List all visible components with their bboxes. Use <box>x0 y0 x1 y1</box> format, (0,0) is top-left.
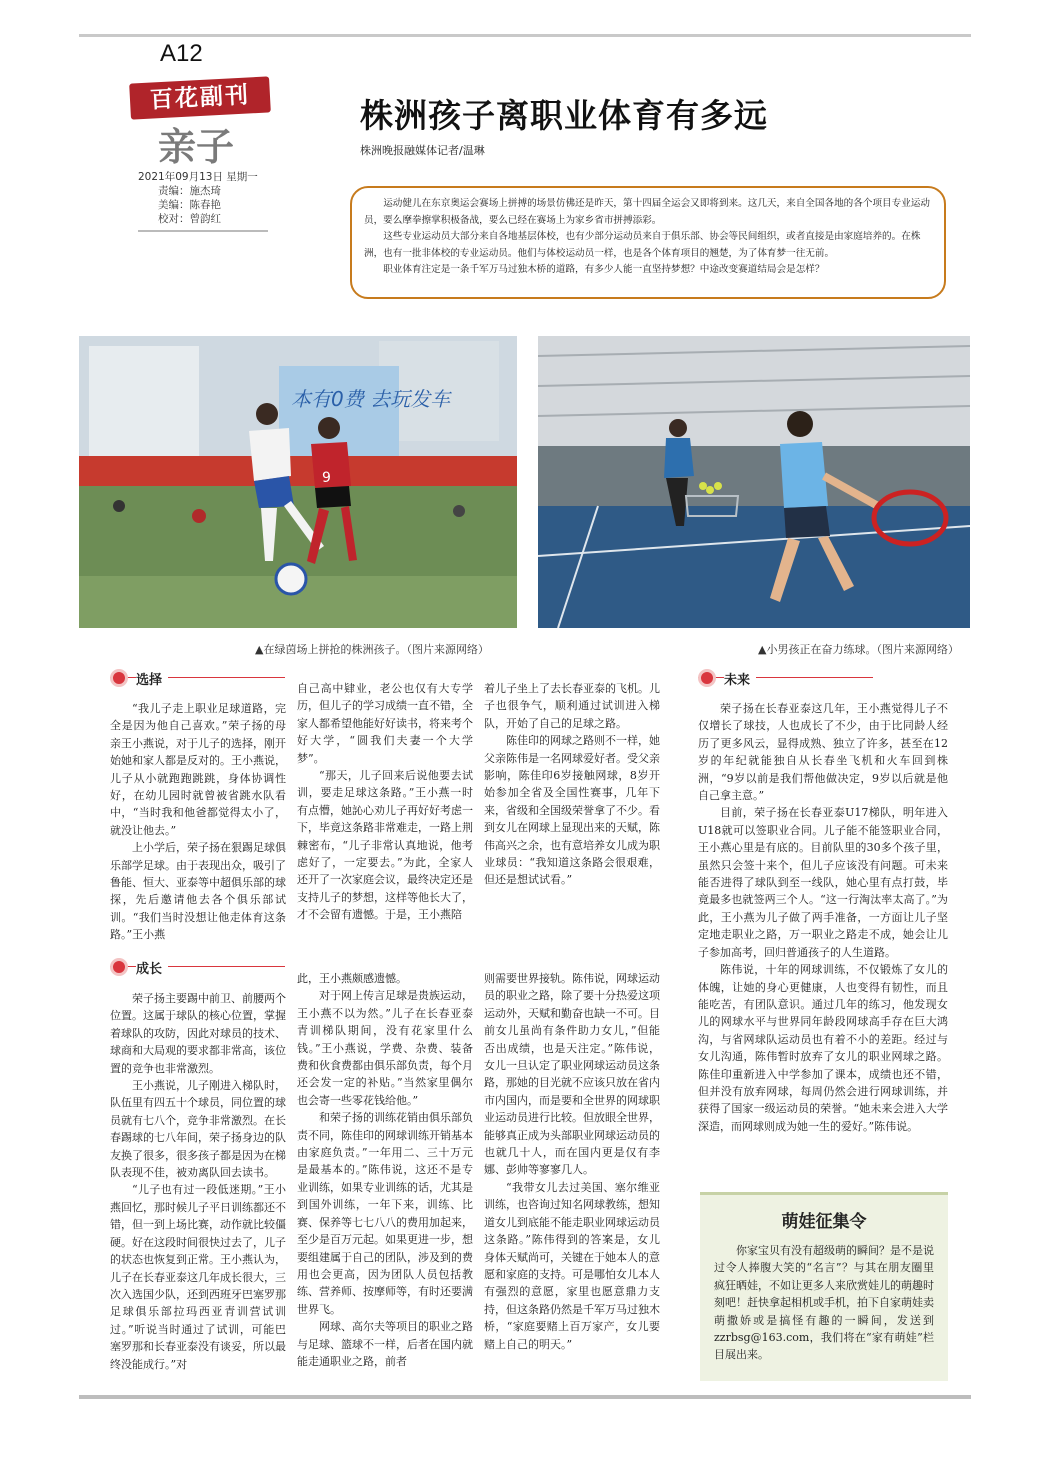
paragraph: 王小燕说，儿子刚进入梯队时，队伍里有四五十个球员，同位置的球员就有七八个，竞争非常激烈。在长春踢球的七八年间，荣子扬身边的队友换了很多，很多孩子都是因为在梯队表现不佳，被劝离队回去读书。 <box>110 1079 286 1180</box>
column-growth-3 <box>484 970 660 1380</box>
column-choice-3 <box>484 680 660 942</box>
paragraph: 目前，荣子扬在长春亚泰U17梯队，明年进入U18就可以签职业合同。儿子能不能签职业合同，王小燕心里是有底的。目前队里的30多个孩子里，虽然只会签十来个，但儿子应该没有问题。可未来能否进得了球队到至一线队，她心里有点打鼓，毕竟最多也就签两三个人。“这一行淘汰率太高了。”为此，王小燕为儿子做了两手准备，一方面让儿子坚定地走职业之路，万一职业之路走不成，她会让儿子参加高考，回归普通孩子的人生道路。 <box>698 806 948 959</box>
banner-text: 本有0费 去玩发车 <box>291 387 451 411</box>
meta-proofreader: 校对：曾韵红 <box>158 213 221 225</box>
column-growth-2 <box>297 970 473 1380</box>
intro-paragraph: 职业体育注定是一条千军万马过独木桥的道路，有多少人能一直坚持梦想？中途改变赛道结局会是怎样？ <box>383 264 825 276</box>
paragraph: 荣子扬在长春亚泰这几年，王小燕觉得儿子不仅增长了球技，人也成长了不少，由于比同龄人经历了更多风云，显得成熟、独立了许多，甚至在12岁的年纪就能独自从长春坐飞机和火车回到株洲，“9岁以前是我们帮他做决定，9岁以后就是他自己拿主意。” <box>698 702 948 803</box>
column-choice-2 <box>297 680 473 942</box>
page-number: A12 <box>160 40 203 67</box>
football-photo <box>79 336 517 628</box>
photo-caption: ▲在绿茵场上拼抢的株洲孩子。（图片来源网络） <box>255 643 489 656</box>
bottom-rule <box>79 1395 971 1399</box>
section-label: 选择 <box>136 669 168 688</box>
meta-date: 2021年09月13日 星期一 <box>138 171 258 183</box>
page-meta <box>138 170 268 232</box>
section-name: 亲子 <box>158 124 235 169</box>
intro-box <box>350 186 946 299</box>
section-logo: 百花副刊 <box>129 76 271 119</box>
promo-body <box>700 1232 948 1374</box>
promo-box <box>700 1192 948 1381</box>
column-growth-1 <box>110 990 286 1380</box>
paragraph: “那天，儿子回来后说他要去试训，要走足球这条路。”王小燕一时有点懵，她訫心劝儿子再好好考虑一下，毕竟这条路非常难走，一路上荆棘密布，“儿子非常认真地说，他考虑好了，一定要去。”为此，全家人还开了一次家庭会议，最终决定还是支持儿子的梦想，这样等他长大了，才不会留有遗憾。于是，王小燕陪 <box>297 769 473 922</box>
tennis-illustration <box>538 336 970 628</box>
section-tag-choice <box>110 666 285 690</box>
paragraph: 和荣子扬的训练花销由俱乐部负责不同，陈佳印的网球训练开销基本由家庭负责。”一年用二、三十万元是最基本的。”陈伟说，这还不是专业训练，如果专业训练的话，尤其是到国外训练，一年下来，训练、比赛、保养等七七八八的费用加起来，至少是百万元起。如果更进一步，想要组建属于自己的团队，涉及到的费用也会更高，因为团队人员包括教练、营养师、按摩师等，有时还要满世界飞。 <box>297 1111 473 1316</box>
intro-paragraph: 运动健儿在东京奥运会赛场上拼搏的场景仿佛还是昨天，第十四届全运会又即将到来。这几天，来自全国各地的各个项目专业运动员，要么摩拳擦掌积极备战，要么已经在赛场上为家乡省市拼搏添彩。 <box>364 198 931 226</box>
headline: 株洲孩子离职业体育有多远 <box>360 96 768 135</box>
bullet-icon <box>110 669 128 687</box>
paragraph: 对于网上传言足球是贵族运动，王小燕不以为然。”儿子在长春亚泰青训梯队期间，没有花家里什么钱。”王小燕说，学费、杂费、装备费和伙食费都由俱乐部负责，每个月还会发一定的补贴。”当然家里偶尔也会寄一些零花钱给他。” <box>297 989 473 1107</box>
paragraph: 则需要世界接轨。陈伟说，网球运动员的职业之路，除了要十分热爱这项运动外，天赋和勤奋也缺一不可。目前女儿虽尚有条件助力女儿，”但能否出成绩，也是天注定。”陈伟说，女儿一旦认定了职业网球运动员这条路，那她的目光就不应该只放在省内市内国内，而是要和全世界的网球职业运动员进行比较。但放眼全世界，能够真正成为头部职业网球运动员的也就几十人，而在国内更是仅有李娜、彭帅等寥寥几人。 <box>484 972 660 1177</box>
bullet-icon <box>110 958 128 976</box>
paragraph: 着儿子坐上了去长春亚泰的飞机。儿子也很争气，顺利通过试训进入梯队，开始了自己的足球之路。 <box>484 682 660 730</box>
meta-designer: 美编：陈春艳 <box>158 199 221 211</box>
meta-editor: 责编：施杰琦 <box>158 185 221 197</box>
paragraph: 陈佳印的网球之路则不一样，她父亲陈伟是一名网球爱好者。受父亲影响，陈佳印6岁接触网球，8岁开始参加全省及全国性赛事，几年下来，省级和全国级荣誉拿了不少。看到女儿在网球上显现出来的天赋，陈伟高兴之余，也有意培养女儿成为职业球员：“我知道这条路会很艰难，但还是想试试看。” <box>484 734 660 887</box>
promo-text: 你家宝贝有没有超级萌的瞬间？是不是说过令人捧腹大笑的“名言”？与其在朋友圈里疯狂晒娃，不如让更多人来欣赏娃儿的萌趣时刻吧！赶快拿起相机或手机，拍下自家萌娃卖萌撒娇或是搞怪有趣的一瞬间，发送到zzrbsg@163.com，我们将在“家有萌娃”栏目展出来。 <box>714 1244 934 1362</box>
jersey-number: 9 <box>322 470 331 486</box>
column-choice-1 <box>110 700 286 942</box>
photo-caption: ▲小男孩正在奋力练球。（图片来源网络） <box>758 643 959 656</box>
football-illustration <box>79 336 517 628</box>
paragraph: 上小学后，荣子扬在狠踢足球俱乐部学足球。由于表现出众，吸引了鲁能、恒大、亚泰等中超俱乐部的球探，先后邀请他去各个俱乐部试训。“我们当时没想让他走体育这条路。”王小燕 <box>110 841 286 942</box>
paragraph: 网球、高尔夫等项目的职业之路与足球、篮球不一样，后者在国内就能走通职业之路，前者 <box>297 1320 473 1368</box>
section-tag-future <box>698 666 873 690</box>
column-future <box>698 700 948 1180</box>
byline: 株洲晚报融媒体记者/温琳 <box>360 144 485 157</box>
paragraph: 荣子扬主要踢中前卫、前腰两个位置。这属于球队的核心位置，掌握着球队的攻防，因此对球员的技术、球商和大局观的要求都非常高，该位置的竞争也非常激烈。 <box>110 992 286 1075</box>
paragraph: 陈伟说，十年的网球训练，不仅锻炼了女儿的体魄，让她的身心更健康，人也变得有韧性，而且能吃苦，有团队意识。通过几年的练习，他发现女儿的网球水平与世界同年龄段网球高手存在巨大鸿沟，与省网球队运动员也有着不小的差距。经过与女儿沟通，陈伟暂时放弃了女儿的职业网球之路。陈佳印重新进入中学参加了课本，成绩也还不错，但并没有放弃网球，每周仍然会进行网球训练，并获得了国家一级运动员的荣誉。“她未来会进入大学深造，而网球则成为她一生的爱好。”陈伟说。 <box>698 963 948 1133</box>
promo-title: 萌娃征集令 <box>781 1212 867 1232</box>
paragraph: “儿子也有过一段低迷期。”王小燕回忆，那时候儿子平日训练都还不错，但一到上场比赛，动作就比较僵硬。好在这段时间很快过去了，儿子的状态也恢复到正常。王小燕认为，儿子在长春亚泰这几年成长很大，三次入选国少队，还到西班牙巴塞罗那足球俱乐部拉玛西亚青训营试训过。”听说当时通过了试训，可能巴塞罗那和长春亚泰没有谈妥，所以最终没能成行。”对 <box>110 1183 286 1371</box>
section-tag-growth <box>110 955 285 979</box>
paragraph: “我带女儿去过美国、塞尔维亚训练，也咨询过知名网球教练，想知道女儿到底能不能走职业网球运动员这条路。”陈伟得到的答案是，女儿身体天赋尚可，关键在于她本人的意愿和家庭的支持。可是哪怕女儿本人有强烈的意愿，家里也愿意鼎力支持，但这条路仍然是千军万马过独木桥，“家庭要赌上百万家产，女儿要赌上自己的明天。” <box>484 1180 660 1351</box>
paragraph: 此，王小燕颇感遗憾。 <box>297 972 407 985</box>
bullet-icon <box>698 669 716 687</box>
intro-paragraph: 这些专业运动员大部分来自各地基层体校，也有少部分运动员来自于俱乐部、协会等民间组织，或者直接是由家庭培养的。在株洲，也有一批非体校的专业运动员。他们与体校运动员一样，也是各个体育项目的翘楚，为了体育梦一往无前。 <box>364 231 921 259</box>
section-label: 成长 <box>136 958 168 977</box>
section-label: 未来 <box>724 669 756 688</box>
paragraph: 自己高中肄业，老公也仅有大专学历，但儿子的学习成绩一直不错，全家人都希望他能好好读书，将来考个好大学，“圆我们夫妻一个大学梦”。 <box>297 682 473 765</box>
paragraph: “我儿子走上职业足球道路，完全是因为他自己喜欢。”荣子扬的母亲王小燕说，对于儿子的选择，刚开始她和家人都是反对的。王小燕说，儿子从小就跑跑跳跳，身体协调性好，在幼儿园时就曾被省跳水队看中，“当时我和他爸都觉得太小了，就没让他去。” <box>110 702 286 837</box>
top-rule <box>79 34 971 37</box>
tennis-photo <box>538 336 970 628</box>
